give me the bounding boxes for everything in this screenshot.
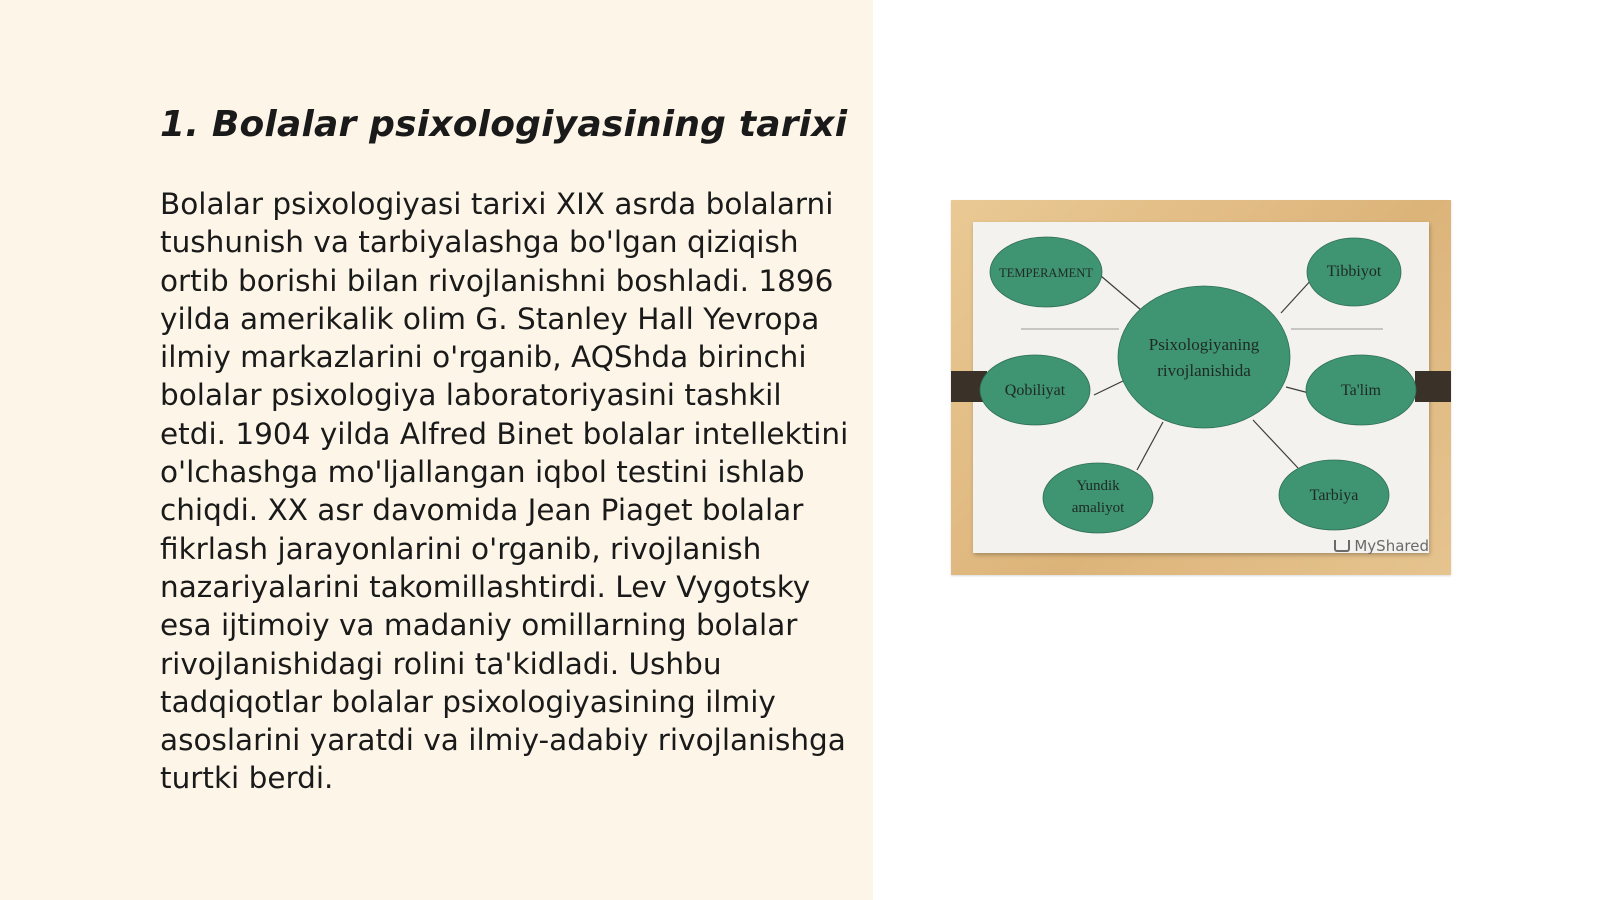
label-tibbiyot: Tibbiyot — [1326, 263, 1382, 280]
node-center — [1118, 286, 1290, 428]
connector-yundik — [1137, 422, 1163, 470]
label-temperament: TEMPERAMENT — [999, 266, 1093, 280]
connector-tarbiya — [1253, 420, 1298, 468]
label-amaliyot: amaliyot — [1071, 500, 1125, 516]
label-yundik: Yundik — [1076, 478, 1120, 494]
mind-map-diagram — [951, 200, 1451, 575]
label-talim: Ta'lim — [1341, 382, 1381, 399]
node-yundik-amaliyot — [1043, 463, 1153, 533]
connector-tibbiyot — [1281, 278, 1313, 313]
watermark — [1334, 537, 1429, 555]
connector-talim — [1286, 387, 1309, 393]
slide-body-text: Bolalar psixologiyasi tarixi XIX asrda bolalarni tushunish va tarbiyalashga bo'lgan qiziqish ortib borishi bilan rivojlanishni boshladi. 1896 yilda amerikalik olim G. Stanley Hall Yevropa ilmiy markazlarini o'rganib, AQShda birinchi bolalar psixologiya laboratoriyasini tashkil etdi. 1904 yilda Alfred Binet bolalar intellektini o'lchashga mo'ljallangan iqbol testini ishlab chiqdi. XX asr davomida Jean Piaget bolalar fikrlash jarayonlarini o'rganib, rivojlanish nazariyalarini takomillashtirdi. Lev Vygotsky esa ijtimoiy va madaniy omillarning bolalar rivojlanishidagi rolini ta'kidladi. Ushbu tadqiqotlar bolalar psixologiyasining ilmiy asoslarini yaratdi va ilmiy-adabiy rivojlanishga turtki berdi. — [160, 187, 849, 796]
label-center-line-1: Psixologiyaning — [1148, 335, 1260, 354]
label-center-line-2: rivojlanishida — [1157, 361, 1251, 380]
slide-title: 1. Bolalar psixologiyasining tarixi — [160, 104, 848, 145]
mind-map-image — [951, 200, 1451, 575]
connector-temperament — [1101, 276, 1141, 310]
cart-icon — [1334, 540, 1350, 552]
connector-qobiliyat — [1094, 381, 1123, 395]
watermark-text: MyShared — [1354, 537, 1429, 555]
label-qobiliyat: Qobiliyat — [1004, 382, 1066, 399]
label-tarbiya: Tarbiya — [1309, 487, 1359, 504]
